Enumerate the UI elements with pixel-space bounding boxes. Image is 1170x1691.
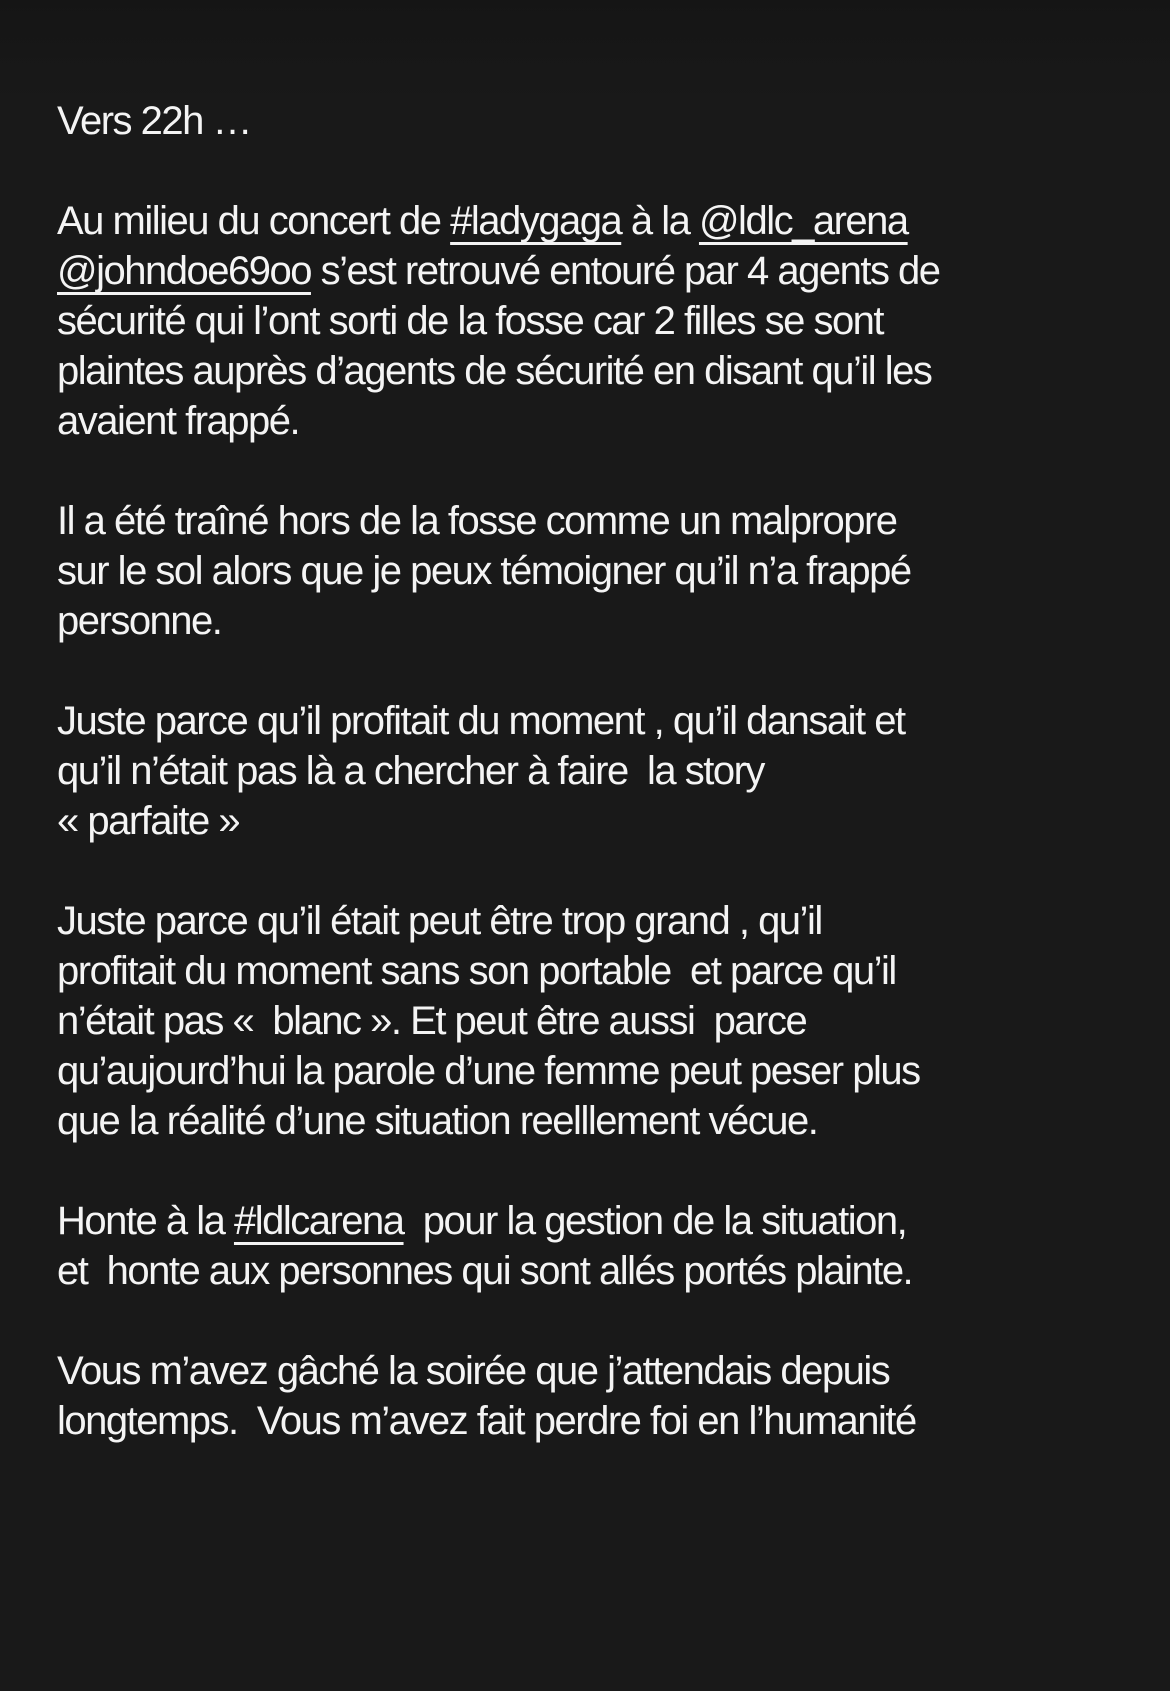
story-text-segment: n’était pas « blanc ». Et peut être aussi parce	[57, 999, 807, 1043]
story-line	[57, 796, 1115, 846]
story-line	[57, 996, 1115, 1046]
mention-link[interactable]: @ldlc_arena	[698, 199, 908, 243]
story-text-segment: avaient frappé.	[57, 399, 300, 443]
story-paragraph	[57, 1196, 1115, 1296]
story-text-segment: personne.	[57, 599, 222, 643]
story-line	[57, 1196, 1115, 1246]
story-text-segment: longtemps. Vous m’avez fait perdre foi en l’humanité	[57, 1399, 916, 1443]
story-text-segment: Au milieu du concert de	[57, 199, 451, 243]
story-paragraph	[57, 1346, 1115, 1446]
story-line	[57, 596, 1115, 646]
story-text-segment: Vers 22h …	[57, 99, 252, 143]
story-text-segment: Juste parce qu’il profitait du moment , qu’il dansait et	[57, 699, 905, 743]
story-text-segment: Il a été traîné hors de la fosse comme un malpropre	[57, 499, 897, 543]
mention-link[interactable]: @johndoe69oo	[57, 249, 311, 293]
story-text-segment: qu’il n’était pas là a chercher à faire la story	[57, 749, 764, 793]
story-line	[57, 346, 1115, 396]
story-text-segment: sur le sol alors que je peux témoigner qu’il n’a frappé	[57, 549, 911, 593]
story-text-segment: et honte aux personnes qui sont allés portés plainte.	[57, 1249, 913, 1293]
story-line	[57, 1346, 1115, 1396]
story-text-segment: que la réalité d’une situation reelllement vécue.	[57, 1099, 818, 1143]
story-text-segment: pour la gestion de la situation,	[403, 1199, 907, 1243]
story-line	[57, 746, 1115, 796]
story-text-segment: à la	[621, 199, 699, 243]
story-text-segment: plaintes auprès d’agents de sécurité en disant qu’il les	[57, 349, 932, 393]
story-line	[57, 546, 1115, 596]
story-line	[57, 496, 1115, 546]
story-text-segment: Juste parce qu’il était peut être trop grand , qu’il	[57, 899, 822, 943]
story-line	[57, 246, 1115, 296]
story-text-segment: Vous m’avez gâché la soirée que j’attendais depuis	[57, 1349, 890, 1393]
story-text-segment: sécurité qui l’ont sorti de la fosse car 2 filles se sont	[57, 299, 884, 343]
story-line	[57, 1096, 1115, 1146]
story-line	[57, 696, 1115, 746]
story-line	[57, 896, 1115, 946]
story-line	[57, 196, 1115, 246]
story-paragraph	[57, 696, 1115, 846]
hashtag-link[interactable]: #ladygaga	[450, 199, 622, 243]
story-line	[57, 96, 1115, 146]
story-text-segment: s’est retrouvé entouré par 4 agents de	[310, 249, 940, 293]
story-line	[57, 396, 1115, 446]
story-text-segment: qu’aujourd’hui la parole d’une femme peut peser plus	[57, 1049, 920, 1093]
story-line	[57, 1246, 1115, 1296]
story-paragraph	[57, 96, 1115, 146]
story-line	[57, 296, 1115, 346]
story-text-segment: profitait du moment sans son portable et parce qu’il	[57, 949, 896, 993]
hashtag-link[interactable]: #ldlcarena	[233, 1199, 404, 1243]
story-line	[57, 1396, 1115, 1446]
story-paragraph	[57, 896, 1115, 1146]
story-text	[57, 96, 1115, 1446]
story-text-segment: « parfaite »	[57, 799, 240, 843]
story-text-segment: Honte à la	[57, 1199, 234, 1243]
story-line	[57, 1046, 1115, 1096]
story-line	[57, 946, 1115, 996]
story-paragraph	[57, 196, 1115, 446]
story-paragraph	[57, 496, 1115, 646]
